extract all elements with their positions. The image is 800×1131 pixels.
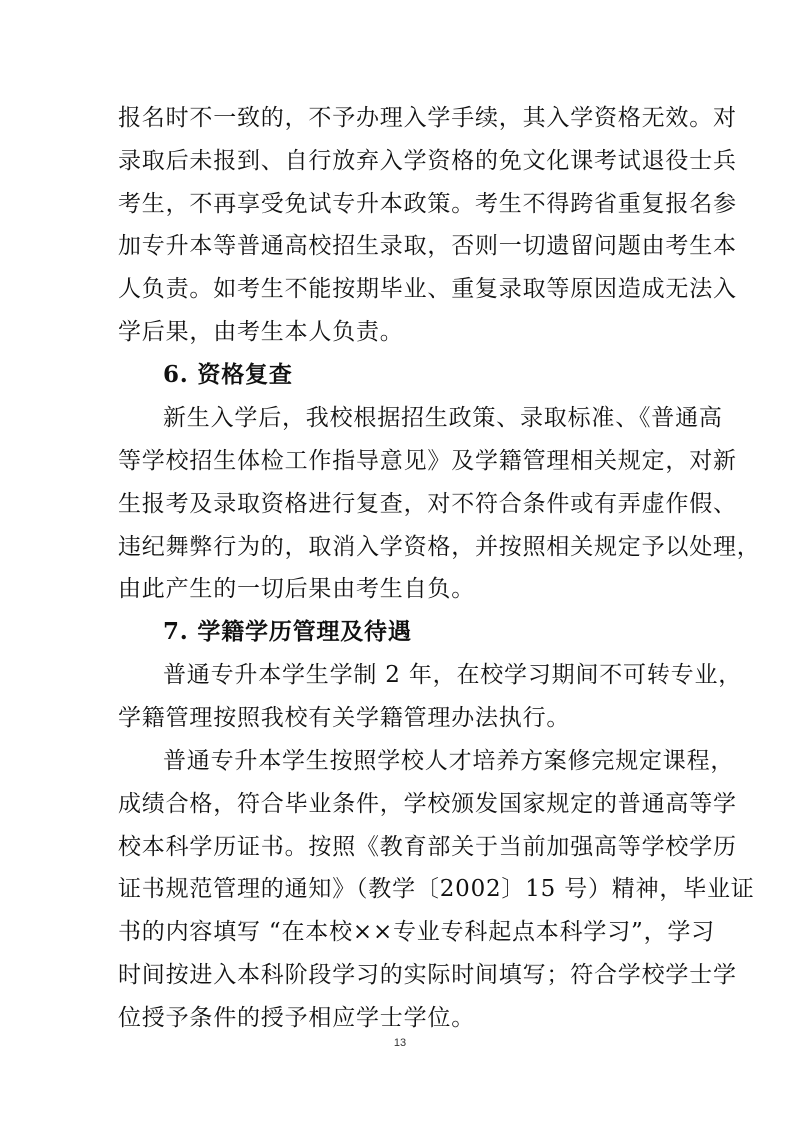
paragraph-line: 校本科学历证书。按照《教育部关于当前加强高等学校学历 <box>118 834 737 860</box>
page-number: 13 <box>393 1037 407 1049</box>
paragraph-line: 考生，不再享受免试专升本政策。考生不得跨省重复报名参 <box>118 191 737 217</box>
paragraph-line: 普通专升本学生学制 2 年，在校学习期间不可转专业， <box>163 662 743 688</box>
section-heading: 6. 资格复查 <box>163 361 293 388</box>
paragraph-line: 证书规范管理的通知》（教学〔2002〕15 号）精神，毕业证 <box>118 876 755 902</box>
paragraph-line: 违纪舞弊行为的，取消入学资格，并按照相关规定予以处理， <box>118 534 761 560</box>
paragraph-line: 时间按进入本科阶段学习的实际时间填写；符合学校学士学 <box>118 962 737 988</box>
paragraph-line: 由此产生的一切后果由考生自负。 <box>118 576 475 602</box>
paragraph-line: 书的内容填写 “在本校××专业专科起点本科学习”，学习 <box>118 919 715 945</box>
paragraph-line: 新生入学后，我校根据招生政策、录取标准、《普通高 <box>163 405 723 431</box>
paragraph-line: 学后果，由考生本人负责。 <box>118 319 404 345</box>
paragraph-line: 报名时不一致的，不予办理入学手续，其入学资格无效。对 <box>118 105 737 131</box>
paragraph-line: 普通专升本学生按照学校人才培养方案修完规定课程， <box>163 748 735 774</box>
section-heading: 7. 学籍学历管理及待遇 <box>163 618 412 645</box>
paragraph-line: 录取后未报到、自行放弃入学资格的免文化课考试退役士兵 <box>118 148 737 174</box>
paragraph-line: 人负责。如考生不能按期毕业、重复录取等原因造成无法入 <box>118 276 737 302</box>
paragraph-line: 成绩合格，符合毕业条件，学校颁发国家规定的普通高等学 <box>118 791 737 817</box>
paragraph-line: 位授予条件的授予相应学士学位。 <box>118 1005 475 1031</box>
paragraph-line: 加专升本等普通高校招生录取，否则一切遗留问题由考生本 <box>118 233 737 259</box>
paragraph-line: 学籍管理按照我校有关学籍管理办法执行。 <box>118 705 571 731</box>
paragraph-line: 等学校招生体检工作指导意见》及学籍管理相关规定，对新 <box>118 448 737 474</box>
paragraph-line: 生报考及录取资格进行复查，对不符合条件或有弄虚作假、 <box>118 491 737 517</box>
